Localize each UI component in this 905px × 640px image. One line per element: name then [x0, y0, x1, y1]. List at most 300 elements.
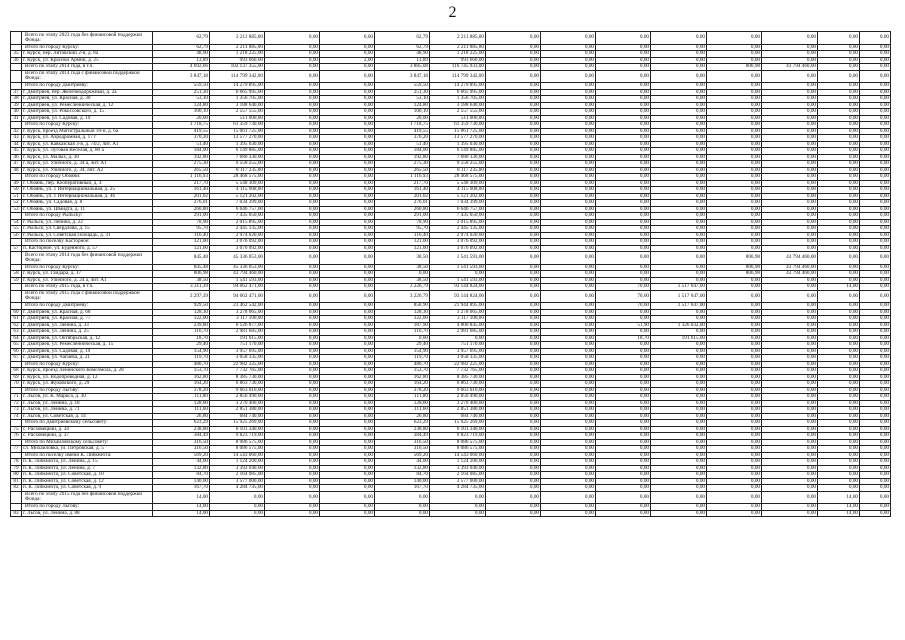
value-cell: 53,10 — [153, 96, 210, 103]
address-cell: п. К. Либкнехта, ул. Советская, д. 10 — [22, 472, 153, 479]
value-cell: 78,90 — [153, 219, 210, 226]
value-cell: 0,00 — [762, 109, 818, 116]
address-cell: с. Расховецкий, д. 37 — [22, 433, 153, 440]
value-cell: 21 944 895,00 — [430, 303, 486, 310]
value-cell: 0,00 — [707, 174, 762, 181]
value-cell: 9 823 719,00 — [210, 433, 265, 440]
value-cell: 0,00 — [707, 400, 762, 407]
value-cell: 122,00 — [153, 316, 210, 323]
value-cell: 0,00 — [860, 154, 891, 161]
value-cell: 0,00 — [265, 161, 320, 168]
value-cell: 3 577 000,00 — [430, 478, 486, 485]
value-cell: 0,00 — [596, 459, 651, 466]
address-cell: г. Обоянь, ул. 1 Интернациональная, д. 25 — [22, 187, 153, 194]
value-cell: 684 740,00 — [430, 413, 486, 420]
value-cell: 1 326 032,00 — [651, 322, 707, 329]
value-cell: 480,70 — [375, 361, 430, 368]
value-cell: 0,00 — [320, 70, 375, 83]
value-cell: 2 856 490,00 — [210, 394, 265, 401]
value-cell: 0,00 — [265, 485, 320, 492]
value-cell: 3 957 695,00 — [210, 348, 265, 355]
value-cell: 0,00 — [486, 141, 541, 148]
value-cell: 61 359 730,00 — [210, 122, 265, 129]
value-cell: 2 164 085,00 — [210, 472, 265, 479]
value-cell: 0,00 — [596, 510, 651, 517]
value-cell: 0,00 — [860, 239, 891, 246]
address-cell: Итого по поселку Касторное: — [22, 239, 153, 246]
value-cell: 0,00 — [541, 115, 596, 122]
value-cell: 1 541 593,00 — [210, 277, 265, 284]
value-cell: 0,00 — [596, 89, 651, 96]
address-cell: г. Льгов, ул. Советская, д. 14 — [22, 413, 153, 420]
value-cell: 94 662 471,00 — [210, 290, 265, 303]
value-cell: 0,00 — [320, 394, 375, 401]
value-cell: 0,00 — [265, 335, 320, 342]
value-cell: 6 863 730,00 — [210, 381, 265, 388]
value-cell: 0,00 — [860, 381, 891, 388]
value-cell: 7 680 330,00 — [210, 154, 265, 161]
address-cell: Всего по этапу 2014 года, в т.ч. — [22, 64, 153, 71]
value-cell: 3 885,08 — [375, 64, 430, 71]
value-cell: 0,00 — [596, 485, 651, 492]
value-cell: 1 218 225,00 — [430, 51, 486, 58]
address-cell: г. Дмитриев, пер. Железнодорожный, д. 2а — [22, 89, 153, 96]
value-cell: 0,00 — [762, 303, 818, 310]
value-cell: 0,00 — [596, 355, 651, 362]
value-cell: 0,00 — [762, 413, 818, 420]
value-cell: 0,00 — [707, 355, 762, 362]
value-cell: 116,70 — [153, 329, 210, 336]
value-cell: 0,00 — [596, 32, 651, 45]
value-cell: 0,00 — [651, 510, 707, 517]
value-cell: 100,10 — [375, 109, 430, 116]
value-cell: 0,00 — [651, 381, 707, 388]
value-cell: 0,00 — [541, 439, 596, 446]
value-cell: 0,00 — [818, 32, 860, 45]
value-cell: 0,00 — [320, 89, 375, 96]
value-cell: 684 740,00 — [210, 413, 265, 420]
value-cell: 119,70 — [153, 355, 210, 362]
value-cell: 0,00 — [707, 115, 762, 122]
value-cell: 0,00 — [707, 491, 762, 504]
value-cell: 5 121 202,00 — [430, 193, 486, 200]
value-cell: 0,00 — [320, 485, 375, 492]
value-cell: 0,00 — [651, 44, 707, 51]
value-cell: 0,00 — [762, 335, 818, 342]
row-number-cell: 73 — [11, 407, 22, 414]
value-cell: 0,00 — [707, 122, 762, 129]
value-cell: 0,00 — [651, 174, 707, 181]
value-cell: 0,00 — [762, 348, 818, 355]
value-cell: 0,00 — [762, 128, 818, 135]
value-cell: 140,00 — [153, 478, 210, 485]
row-number-cell: 46 — [11, 154, 22, 161]
value-cell: 0,00 — [860, 226, 891, 233]
value-cell: 0,00 — [762, 504, 818, 511]
value-cell: 0,00 — [860, 374, 891, 381]
value-cell: 45 336 053,00 — [210, 252, 265, 265]
value-cell: 0,00 — [818, 219, 860, 226]
value-cell: 0,00 — [541, 167, 596, 174]
value-cell: 0,00 — [860, 219, 891, 226]
value-cell: 8 117 235,00 — [210, 167, 265, 174]
value-cell: 0,00 — [265, 245, 320, 252]
value-cell: 70,60 — [596, 284, 651, 291]
value-cell: 3 278 065,00 — [210, 309, 265, 316]
value-cell: 0,00 — [541, 83, 596, 90]
value-cell: 0,00 — [320, 335, 375, 342]
value-cell: 1 395 030,00 — [210, 141, 265, 148]
row-number-cell: 79 — [11, 465, 22, 472]
value-cell: 0,00 — [762, 193, 818, 200]
value-cell: 0,00 — [265, 51, 320, 58]
address-cell: п. К. Либкнехта, ул. Советская, д. 9 — [22, 485, 153, 492]
address-cell: Итого по городу Льгову: — [22, 387, 153, 394]
value-cell: 0,00 — [596, 122, 651, 129]
value-cell: 0,00 — [651, 128, 707, 135]
value-cell: 0,00 — [651, 439, 707, 446]
value-cell: 2 974 020,00 — [430, 232, 486, 239]
value-cell: 0,00 — [818, 316, 860, 323]
value-cell: 0,00 — [651, 271, 707, 278]
value-cell: 0,00 — [707, 200, 762, 207]
value-cell: 15 925 269,00 — [430, 420, 486, 427]
value-cell: 0,00 — [320, 219, 375, 226]
value-cell: 0,00 — [860, 70, 891, 83]
value-cell: 7 034 399,00 — [210, 200, 265, 207]
value-cell: 18,70 — [596, 335, 651, 342]
address-cell: г. Дмитриев, ул. Красная, д. 77 — [22, 316, 153, 323]
value-cell: 0,00 — [596, 271, 651, 278]
value-cell: 0,00 — [651, 122, 707, 129]
value-cell: 265,50 — [153, 167, 210, 174]
row-number-cell: 56 — [11, 232, 22, 239]
address-cell: Итого по городу Курску: — [22, 361, 153, 368]
row-number-cell — [11, 70, 22, 83]
value-cell: 0,00 — [596, 420, 651, 427]
value-cell: 0,00 — [541, 51, 596, 58]
value-cell: 102 137 355,00 — [210, 64, 265, 71]
value-cell: 0,00 — [762, 426, 818, 433]
value-cell: 0,00 — [860, 115, 891, 122]
value-cell: 153,70 — [375, 368, 430, 375]
value-cell: 2 015 895,00 — [430, 219, 486, 226]
value-cell: 0,00 — [320, 284, 375, 291]
value-cell: 0,00 — [265, 491, 320, 504]
address-cell: Итого по городу Курску: — [22, 122, 153, 129]
value-cell: 0,00 — [860, 329, 891, 336]
value-cell: 164,20 — [375, 381, 430, 388]
value-cell: 0,00 — [541, 478, 596, 485]
value-cell: 0,00 — [707, 459, 762, 466]
value-cell: 0,00 — [860, 109, 891, 116]
address-cell: Итого по городу Обояни: — [22, 174, 153, 181]
value-cell: 0,00 — [265, 193, 320, 200]
row-number-cell: 42 — [11, 128, 22, 135]
row-number-cell: 77 — [11, 446, 22, 453]
value-cell: 0,00 — [818, 51, 860, 58]
value-cell: 22 982 225,00 — [430, 361, 486, 368]
value-cell: 0,00 — [860, 57, 891, 64]
value-cell: 0,00 — [707, 83, 762, 90]
value-cell: 14,00 — [818, 510, 860, 517]
value-cell: 1 218 225,00 — [210, 51, 265, 58]
value-cell: 0,00 — [486, 44, 541, 51]
value-cell: 0,00 — [818, 465, 860, 472]
value-cell: 0,00 — [762, 174, 818, 181]
value-cell: 217,70 — [153, 180, 210, 187]
address-cell: Итого по городу Курску: — [22, 264, 153, 271]
table-summary-row — [11, 32, 891, 45]
value-cell: 0,00 — [596, 368, 651, 375]
value-cell: 0,00 — [541, 109, 596, 116]
value-cell: 0,00 — [651, 213, 707, 220]
value-cell: 13,89 — [375, 57, 430, 64]
value-cell: 4 284 735,00 — [430, 485, 486, 492]
value-cell: 0,00 — [651, 264, 707, 271]
value-cell: 0,00 — [818, 277, 860, 284]
value-cell: 0,00 — [651, 446, 707, 453]
value-cell: 0,00 — [596, 180, 651, 187]
value-cell: 2 856 490,00 — [430, 394, 486, 401]
value-cell: 0,00 — [762, 407, 818, 414]
value-cell: 0,00 — [651, 452, 707, 459]
value-cell: 0,00 — [651, 154, 707, 161]
value-cell: 0,00 — [818, 478, 860, 485]
value-cell: 0,00 — [486, 413, 541, 420]
value-cell: 0,00 — [707, 109, 762, 116]
value-cell: 0,00 — [818, 141, 860, 148]
value-cell: 0,00 — [541, 226, 596, 233]
value-cell: 0,00 — [707, 374, 762, 381]
value-cell: 3 226,79 — [375, 284, 430, 291]
value-cell: 38,50 — [375, 264, 430, 271]
value-cell: 0,00 — [486, 187, 541, 194]
value-cell: 84,70 — [375, 472, 430, 479]
value-cell: 0,00 — [486, 83, 541, 90]
value-cell: 0,00 — [541, 284, 596, 291]
address-cell: г. Курск, ул. Жуковского, д. 29 — [22, 381, 153, 388]
value-cell: 0,00 — [320, 206, 375, 213]
value-cell: 48,90 — [153, 51, 210, 58]
value-cell: 128,00 — [153, 400, 210, 407]
value-cell: 0,00 — [265, 174, 320, 181]
value-cell: 6 101 340,00 — [210, 426, 265, 433]
value-cell: 1 517 647,00 — [651, 284, 707, 291]
value-cell: 1 718,75 — [153, 122, 210, 129]
value-cell: 0,00 — [265, 141, 320, 148]
value-cell: 15 925 269,00 — [210, 420, 265, 427]
row-number-cell: 53 — [11, 206, 22, 213]
value-cell: 316,50 — [375, 446, 430, 453]
address-cell: п. Касторное, ул. Буденного, д. 57 — [22, 245, 153, 252]
address-cell: г. Обоянь, ул. Шмидта, д. 11 — [22, 206, 153, 213]
row-number-cell: 59 — [11, 277, 22, 284]
value-cell: 0,00 — [541, 387, 596, 394]
value-cell: 0,00 — [651, 491, 707, 504]
value-cell: 0,00 — [860, 368, 891, 375]
value-cell: 0,00 — [762, 439, 818, 446]
value-cell: 191 615,00 — [651, 335, 707, 342]
value-cell: 0,00 — [818, 355, 860, 362]
value-cell: 0,00 — [541, 174, 596, 181]
value-cell: 3 226,79 — [375, 290, 430, 303]
value-cell: 0,00 — [762, 368, 818, 375]
row-number-cell: 38 — [11, 96, 22, 103]
value-cell: 0,00 — [486, 206, 541, 213]
value-cell: 51,40 — [153, 141, 210, 148]
value-cell: 6 149 885,00 — [430, 148, 486, 155]
value-cell: 0,00 — [541, 232, 596, 239]
value-cell: 4 284 735,00 — [210, 485, 265, 492]
value-cell: 1 356 705,00 — [210, 96, 265, 103]
value-cell: 3 076 092,00 — [430, 239, 486, 246]
value-cell: 0,00 — [707, 70, 762, 83]
value-cell: 0,00 — [818, 335, 860, 342]
value-cell: 3 270 400,00 — [210, 400, 265, 407]
value-cell: 5 548 309,00 — [430, 180, 486, 187]
value-cell: 251,30 — [375, 89, 430, 96]
value-cell: 0,00 — [486, 167, 541, 174]
address-cell: г. Курск, ул. Малых, д. 30 — [22, 154, 153, 161]
row-number-cell: 57 — [11, 245, 22, 252]
value-cell: 121,00 — [375, 239, 430, 246]
value-cell: 751 170,00 — [210, 342, 265, 349]
value-cell: 0,00 — [320, 452, 375, 459]
value-cell: 0,00 — [707, 452, 762, 459]
value-cell: 0,00 — [486, 459, 541, 466]
value-cell: 0,00 — [651, 342, 707, 349]
value-cell: 806,98 — [707, 271, 762, 278]
value-cell: 0,00 — [762, 89, 818, 96]
value-cell: 276,01 — [153, 200, 210, 207]
value-cell: 0,00 — [707, 387, 762, 394]
value-cell: 3 393 040,00 — [430, 465, 486, 472]
address-cell: Итого по Михайловскому сельсовету: — [22, 439, 153, 446]
value-cell: 0,00 — [265, 284, 320, 291]
value-cell: 0,00 — [320, 239, 375, 246]
value-cell: 0,00 — [860, 485, 891, 492]
row-number-cell: 74 — [11, 413, 22, 420]
value-cell: 53,10 — [375, 96, 430, 103]
value-cell: 0,00 — [860, 400, 891, 407]
value-cell: 0,00 — [486, 446, 541, 453]
value-cell: 201,02 — [375, 193, 430, 200]
value-cell: 0,00 — [651, 219, 707, 226]
value-cell: 0,00 — [320, 174, 375, 181]
value-cell: 0,00 — [265, 167, 320, 174]
value-cell: 0,00 — [860, 64, 891, 71]
value-cell: 0,00 — [265, 452, 320, 459]
value-cell: 0,00 — [541, 446, 596, 453]
value-cell: 0,00 — [762, 309, 818, 316]
value-cell: 0,00 — [707, 57, 762, 64]
value-cell: 370,20 — [375, 135, 430, 142]
value-cell: 275,30 — [153, 161, 210, 168]
value-cell: 0,00 — [210, 491, 265, 504]
value-cell: 0,00 — [818, 200, 860, 207]
value-cell: 121,00 — [375, 245, 430, 252]
value-cell: 0,00 — [762, 239, 818, 246]
value-cell: 0,00 — [486, 226, 541, 233]
value-cell: 0,00 — [265, 342, 320, 349]
value-cell: 0,00 — [596, 329, 651, 336]
value-cell: 3 076 092,00 — [210, 239, 265, 246]
value-cell: 0,00 — [762, 226, 818, 233]
value-cell: 0,00 — [320, 51, 375, 58]
row-number-cell — [11, 491, 22, 504]
value-cell: 0,00 — [596, 348, 651, 355]
value-cell: 111,80 — [153, 394, 210, 401]
value-cell: 0,00 — [596, 135, 651, 142]
value-cell: 0,00 — [265, 472, 320, 479]
value-cell: 0,00 — [651, 459, 707, 466]
value-cell: 0,00 — [486, 368, 541, 375]
value-cell: 0,00 — [320, 355, 375, 362]
value-cell: 0,00 — [707, 381, 762, 388]
value-cell: 0,00 — [762, 446, 818, 453]
value-cell: 0,00 — [860, 459, 891, 466]
value-cell: 48,90 — [375, 51, 430, 58]
value-cell: 0,00 — [486, 109, 541, 116]
value-cell: 0,00 — [596, 478, 651, 485]
value-cell: 0,00 — [486, 271, 541, 278]
value-cell: 124,80 — [153, 102, 210, 109]
value-cell: 0,00 — [375, 510, 430, 517]
address-cell: Всего по этапу 2014 года без финансовой поддержки Фонда: — [22, 252, 153, 265]
value-cell: 0,00 — [860, 83, 891, 90]
value-cell: 14 543 060,00 — [210, 452, 265, 459]
value-cell: 0,00 — [541, 355, 596, 362]
value-cell: 5 121 202,00 — [210, 193, 265, 200]
value-cell: 0,00 — [707, 361, 762, 368]
value-cell: 0,00 — [320, 465, 375, 472]
value-cell: 0,00 — [860, 44, 891, 51]
value-cell: 0,00 — [265, 510, 320, 517]
value-cell: 0,00 — [651, 89, 707, 96]
value-cell: 0,00 — [265, 64, 320, 71]
value-cell: 0,00 — [265, 180, 320, 187]
value-cell: 0,00 — [320, 245, 375, 252]
value-cell: 0,00 — [651, 193, 707, 200]
value-cell: 0,00 — [707, 407, 762, 414]
value-cell: 0,00 — [320, 309, 375, 316]
value-cell: 0,00 — [541, 329, 596, 336]
value-cell: 0,00 — [762, 51, 818, 58]
value-cell: 0,00 — [762, 355, 818, 362]
value-cell: 0,00 — [486, 57, 541, 64]
value-cell: 0,00 — [596, 433, 651, 440]
value-cell: 0,00 — [707, 394, 762, 401]
value-cell: 0,00 — [320, 135, 375, 142]
value-cell: 0,00 — [320, 226, 375, 233]
value-cell: 9 558 255,00 — [210, 161, 265, 168]
value-cell: 0,00 — [265, 70, 320, 83]
value-cell: 0,00 — [818, 387, 860, 394]
value-cell: 0,00 — [818, 245, 860, 252]
address-cell: Итого по поселку имени К. Либкнехта: — [22, 452, 153, 459]
value-cell: 0,00 — [860, 335, 891, 342]
address-cell: Итого по городу Рыльску: — [22, 213, 153, 220]
value-cell: 0,00 — [596, 206, 651, 213]
value-cell: 0,00 — [486, 472, 541, 479]
value-cell: 3 058 335,00 — [210, 355, 265, 362]
value-cell: 0,00 — [320, 433, 375, 440]
value-cell: 0,00 — [860, 452, 891, 459]
value-cell: 61 359 730,00 — [430, 122, 486, 129]
value-cell: 78,90 — [375, 219, 430, 226]
value-cell: 0,00 — [265, 348, 320, 355]
